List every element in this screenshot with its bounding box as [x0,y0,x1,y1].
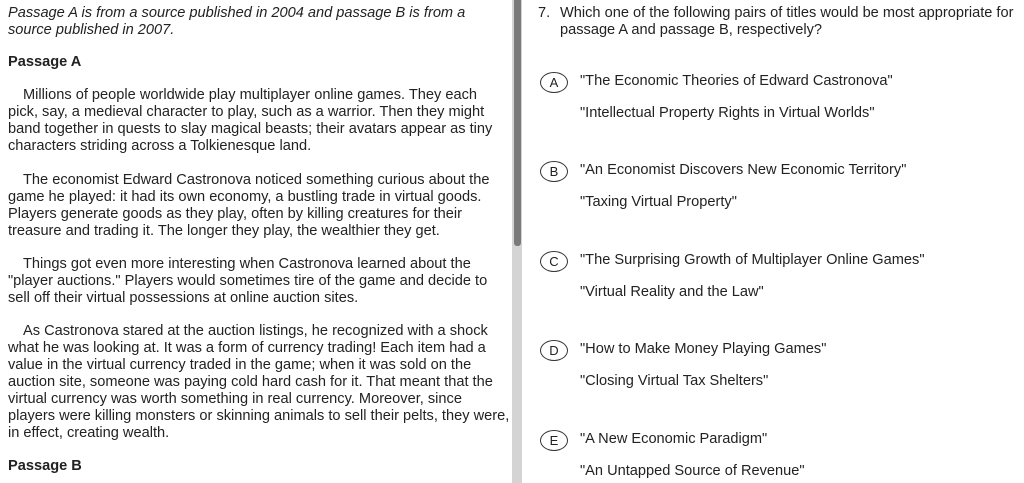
scrollbar-thumb[interactable] [514,0,521,246]
answer-option-a[interactable] [540,72,1024,132]
answer-option-b[interactable] [540,161,1024,221]
answer-option-e[interactable] [540,430,1024,483]
passage-b-heading: Passage B [8,458,82,474]
option-title-passage-b: "Taxing Virtual Property" [580,194,737,210]
option-title-passage-b: "Closing Virtual Tax Shelters" [580,373,769,389]
passage-a-paragraph-2: The economist Edward Castronova noticed something curious about the game he played: it had its own economy, a bustling trade in virtual goods. Players generate goods as they play, often by killing creatures for their treasure and trading it. The longer they play, the wealthier they get. [8,172,490,239]
option-title-passage-b: "An Untapped Source of Revenue" [580,463,805,479]
passage-intro: Passage A is from a source published in 2004 and passage B is from a source published in 2007. [8,5,466,38]
passage-a-paragraph-1: Millions of people worldwide play multiplayer online games. They each pick, say, a medieval character to play, such as a warrior. Then they might band together in quests to slay magical beasts; their avatars appear as tiny characters striding across a Tolkienesque land. [8,87,493,154]
option-letter-bubble[interactable]: B [540,161,568,182]
option-letter-bubble[interactable]: A [540,72,568,93]
question-pane[interactable] [522,0,1024,483]
option-letter-bubble[interactable]: E [540,430,568,451]
passage-a-heading: Passage A [8,54,82,70]
answer-option-d[interactable] [540,340,1024,400]
question-stem: Which one of the following pairs of titles would be most appropriate for passage A and passage B, respectively? [560,5,1014,38]
option-title-passage-a: "How to Make Money Playing Games" [580,341,827,357]
question-number: 7. [538,5,551,21]
option-title-passage-a: "The Surprising Growth of Multiplayer Online Games" [580,252,925,268]
passage-a-paragraph-3: Things got even more interesting when Castronova learned about the "player auctions." Players would sometimes tire of the game and decide to sell off their virtual possessions at online auction sites. [8,256,488,306]
option-letter-bubble[interactable]: C [540,251,568,272]
passage-a-paragraph-4: As Castronova stared at the auction listings, he recognized with a shock what he was looking at. It was a form of currency trading! Each item had a value in the virtual currency traded in the game; when it was sold on the auction site, someone was paying cold hard cash for it. That meant that the virtual currency was worth something in real currency. Moreover, since players were killing monsters or skinning animals to sell their pelts, they were, in effect, creating wealth. [8,323,510,441]
option-title-passage-a: "The Economic Theories of Edward Castronova" [580,73,893,89]
answer-option-c[interactable] [540,251,1024,311]
option-letter-bubble[interactable]: D [540,340,568,361]
option-title-passage-b: "Virtual Reality and the Law" [580,284,764,300]
option-title-passage-b: "Intellectual Property Rights in Virtual Worlds" [580,105,875,121]
option-title-passage-a: "An Economist Discovers New Economic Territory" [580,162,907,178]
option-title-passage-a: "A New Economic Paradigm" [580,431,768,447]
